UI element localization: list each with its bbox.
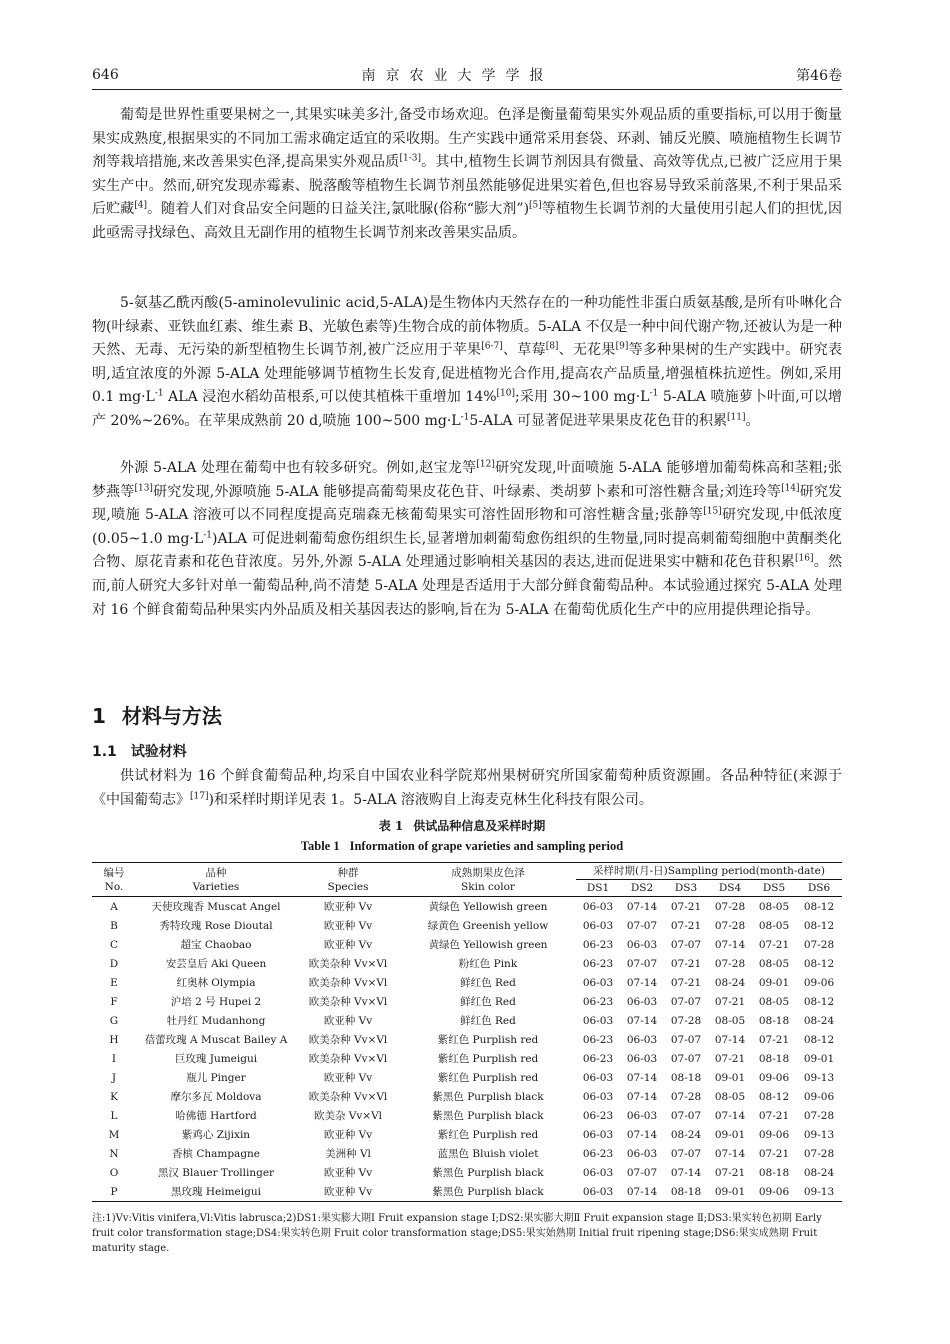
cell-species: 欧亚种 Vv <box>323 1014 373 1027</box>
cell-skin: 黄绿色 Yellowish green <box>428 900 548 913</box>
table-row <box>92 897 842 917</box>
section-number: 1 <box>92 704 106 728</box>
cell-no: F <box>110 995 118 1008</box>
citation: [4] <box>134 200 147 211</box>
text-run: 。 <box>745 412 760 429</box>
cell-ds1: 06-23 <box>582 1033 614 1046</box>
col-header-ds5: DS5 <box>752 880 796 897</box>
col-header-ds3: DS3 <box>664 880 708 897</box>
journal-title: 南京农业大学学报 <box>361 68 554 84</box>
cell-species: 欧亚种 Vv <box>323 919 373 932</box>
cell-variety: 巨玫瑰 Jumeigui <box>174 1052 258 1065</box>
cell-ds1: 06-23 <box>582 938 614 951</box>
cell-skin: 紫黑色 Purplish black <box>432 1166 544 1179</box>
citation: [12] <box>476 459 495 470</box>
cell-ds4: 08-05 <box>714 1090 746 1103</box>
col-header-skin: 成熟期果皮色泽 Skin color <box>400 863 576 897</box>
col-header-species: 种群 Species <box>296 863 400 897</box>
cell-species: 欧亚种 Vv <box>323 1166 373 1179</box>
cell-ds5: 08-05 <box>758 919 790 932</box>
cell-ds1: 06-03 <box>582 919 614 932</box>
cell-variety: 秀特玫瑰 Rose Dioutal <box>159 919 273 932</box>
cell-skin: 紫黑色 Purplish black <box>400 1182 576 1202</box>
cell-ds3: 07-07 <box>670 938 702 951</box>
text-run: )ALA 可促进刺葡萄愈伤组织生长,显著增加刺葡萄愈伤组织的生物量,同时提高刺葡萄细胞中黄酮类化合物、原花青素和花色苷浓度。另外,外源 5-ALA 处理通过影响相关基因的表达,进而促进果实中糖和花色苷积累 <box>92 530 842 571</box>
cell-variety: 超宝 Chaobao <box>180 938 252 951</box>
cell-no: N <box>109 1147 119 1160</box>
cell-ds4: 09-01 <box>714 1128 746 1141</box>
cell-ds1: 06-03 <box>576 1182 620 1202</box>
cell-species: 欧亚种 Vv <box>323 900 373 913</box>
citation: [15] <box>703 506 722 517</box>
cell-variety: 安芸皇后 Aki Queen <box>165 957 267 970</box>
cell-variety: 天使玫瑰香 Muscat Angel <box>151 900 281 913</box>
cell-skin: 紫红色 Purplish red <box>437 1071 539 1084</box>
intro-paragraph-3 <box>92 457 842 622</box>
cell-ds4: 07-14 <box>714 1147 746 1160</box>
unit-exponent: -1 <box>460 412 470 423</box>
cell-species: 欧美杂种 Vv×Vl <box>308 1090 388 1103</box>
cell-ds5: 07-21 <box>758 1109 790 1122</box>
table-row <box>92 1049 842 1068</box>
table-caption-cn <box>92 817 842 834</box>
table-label: Table 1 <box>300 839 340 853</box>
cell-ds2: 07-07 <box>626 1166 658 1179</box>
cell-ds3: 07-07 <box>670 1109 702 1122</box>
subsection-heading <box>92 741 187 761</box>
cell-ds1: 06-03 <box>582 1071 614 1084</box>
text-run: 5-ALA 喷施萝卜叶面,可以增产 20%~26%。在苹果成熟前 20 d,喷施 100~500 mg·L <box>92 389 843 429</box>
table-row <box>92 1087 842 1106</box>
subsection-title: 试验材料 <box>130 744 187 760</box>
cell-ds6: 09-13 <box>803 1071 835 1084</box>
table-title: Information of grape varieties and sampling period <box>349 839 624 853</box>
cell-ds3: 07-21 <box>670 919 702 932</box>
text-run: 。其中,植物生长调节剂因具有微量、高效等优点,已被广泛应用于果实生产中。然而,研究发现赤霉素、脱落酸等植物生长调节剂虽然能够促进果实着色,但也容易导致采前落果,不利于果品采后贮藏 <box>92 154 842 218</box>
cell-ds4: 09-01 <box>708 1182 752 1202</box>
table-row <box>92 1106 842 1125</box>
cell-ds6: 07-28 <box>803 938 835 951</box>
cell-ds4: 07-14 <box>714 1033 746 1046</box>
unit-exponent: -1 <box>649 388 659 399</box>
cell-ds4: 07-28 <box>714 957 746 970</box>
cell-ds3: 07-28 <box>670 1014 702 1027</box>
cell-ds6: 07-28 <box>803 1109 835 1122</box>
cell-ds5: 07-21 <box>758 1033 790 1046</box>
text-run: )和采样时期详见表 1。5-ALA 溶液购自上海麦克林生化科技有限公司。 <box>208 791 653 808</box>
cell-ds5: 08-18 <box>758 1052 790 1065</box>
text-run: 外源 5-ALA 处理在葡萄中也有较多研究。例如,赵宝龙等 <box>120 460 477 476</box>
cell-ds6: 09-06 <box>803 976 835 989</box>
cell-ds3: 07-07 <box>670 1147 702 1160</box>
cell-ds3: 07-07 <box>670 995 702 1008</box>
text-run: 5-氨基乙酰丙酸(5-aminolevulinic acid,5-ALA)是生物体内天然存在的一种功能性非蛋白质氨基酸,是所有卟啉化合物(叶绿素、亚铁血红素、维生素 B、光敏色素等)生物合成的前体物质。5-ALA 不仅是一种中间代谢产物,还被认为是一种天然、无毒、无污染的新型植物生长调节剂,被广泛应用于苹果 <box>92 295 842 359</box>
cell-ds6: 08-24 <box>803 1014 835 1027</box>
cell-ds5: 08-12 <box>758 1090 790 1103</box>
cell-ds4: 07-14 <box>714 1109 746 1122</box>
cell-ds3: 08-18 <box>670 1071 702 1084</box>
cell-ds6: 07-28 <box>803 1147 835 1160</box>
cell-skin: 蓝黑色 Bluish violet <box>437 1147 539 1160</box>
citation: [14] <box>781 482 800 493</box>
cell-skin: 粉红色 Pink <box>458 957 518 970</box>
col-header-no: 编号 No. <box>92 863 136 897</box>
subsection-number: 1.1 <box>92 744 117 760</box>
cell-species: 欧亚种 Vv <box>323 938 373 951</box>
text-run: 等多种果树的生产实践中。研究表明,适宜浓度的外源 5-ALA 处理能够调节植物生长发育,促进植物光合作用,提高农产品质量,增强植株抗逆性。例如,采用 0.1 mg·L <box>92 342 843 406</box>
text-run: 。然而,前人研究大多针对单一葡萄品种,尚不清楚 5-ALA 处理是否适用于大部分鲜食葡萄品种。本试验通过探究 5-ALA 处理对 16 个鲜食葡萄品种果实内外品质及相关基因表达的影响,旨在为 5-ALA 在葡萄优质化生产中的应用提供理论指导。 <box>92 554 842 618</box>
cell-variety: 瓶儿 Pinger <box>186 1071 246 1084</box>
cell-ds1: 06-03 <box>582 976 614 989</box>
citation: [13] <box>134 482 153 493</box>
cell-ds2: 07-14 <box>626 1071 658 1084</box>
cell-ds3: 07-07 <box>670 1033 702 1046</box>
cell-variety: 香槟 Champagne <box>171 1147 261 1160</box>
cell-ds5: 08-05 <box>758 900 790 913</box>
cell-species: 欧美杂种 Vv×Vl <box>308 1033 388 1046</box>
text-run: 、无花果 <box>558 342 616 359</box>
cell-ds1: 06-03 <box>582 1014 614 1027</box>
cell-variety: 沪培 2 号 Hupei 2 <box>170 995 262 1008</box>
intro-paragraph-1 <box>92 104 842 246</box>
cell-ds5: 07-21 <box>758 938 790 951</box>
section-heading <box>92 700 222 729</box>
table-row <box>92 1125 842 1144</box>
cell-ds2: 07-14 <box>626 1090 658 1103</box>
cell-skin: 黄绿色 Yellowish green <box>428 938 548 951</box>
cell-skin: 紫红色 Purplish red <box>437 1128 539 1141</box>
table-row <box>92 1011 842 1030</box>
cell-variety: 红奥林 Olympia <box>176 976 256 989</box>
cell-ds3: 07-14 <box>670 1166 702 1179</box>
text-run: 研究发现,中低浓度(0.05~1.0 mg·L <box>92 507 842 547</box>
cell-ds6: 09-13 <box>803 1128 835 1141</box>
cell-ds2: 07-14 <box>626 976 658 989</box>
cell-skin: 紫黑色 Purplish black <box>432 1090 544 1103</box>
cell-ds4: 09-01 <box>714 1071 746 1084</box>
cell-ds4: 07-21 <box>714 1052 746 1065</box>
table-row <box>92 1030 842 1049</box>
table-body <box>92 897 842 1202</box>
cell-skin: 绿黄色 Greenish yellow <box>427 919 549 932</box>
cell-ds1: 06-23 <box>582 1109 614 1122</box>
cell-ds1: 06-23 <box>582 1052 614 1065</box>
cell-variety: 牡丹红 Mudanhong <box>166 1014 266 1027</box>
text-run: 研究发现,外源喷施 5-ALA 能够提高葡萄果皮花色苷、叶绿素、类胡萝卜素和可溶性糖含量;刘连玲等 <box>152 483 782 500</box>
cell-skin: 鲜红色 Red <box>460 1014 516 1027</box>
col-header-ds1: DS1 <box>576 880 620 897</box>
cell-ds2: 07-14 <box>626 1014 658 1027</box>
cell-no: L <box>110 1109 118 1122</box>
cell-ds5: 08-18 <box>758 1166 790 1179</box>
cell-ds4: 07-28 <box>714 900 746 913</box>
citation: [8] <box>545 341 559 352</box>
materials-paragraph <box>92 765 842 812</box>
cell-ds1: 06-03 <box>582 1128 614 1141</box>
cell-ds3: 07-21 <box>670 900 702 913</box>
cell-ds1: 06-03 <box>582 1090 614 1103</box>
cell-ds5: 08-05 <box>758 995 790 1008</box>
cell-variety: 蓓蕾玫瑰 A Muscat Bailey A <box>144 1033 288 1046</box>
cell-no: C <box>109 938 119 951</box>
cell-no: K <box>110 1090 118 1103</box>
cell-no: I <box>111 1052 117 1065</box>
cell-ds4: 07-28 <box>714 919 746 932</box>
cell-no: A <box>110 900 118 913</box>
page-number: 646 <box>92 67 119 83</box>
table-row <box>92 1163 842 1182</box>
col-header-variety: 品种 Varieties <box>136 863 296 897</box>
cell-skin: 紫红色 Purplish red <box>437 1052 539 1065</box>
text-run: 供试材料为 16 个鲜食葡萄品种,均采自中国农业科学院郑州果树研究所国家葡萄种质资源圃。各品种特征(来源于《中国葡萄志》 <box>92 768 842 808</box>
citation: [10] <box>496 388 516 399</box>
cell-ds4: 08-05 <box>714 1014 746 1027</box>
cell-variety: 黑汉 Blauer Trollinger <box>157 1166 275 1179</box>
cell-no: D <box>109 957 119 970</box>
col-header-ds6: DS6 <box>796 880 842 897</box>
citation: [5] <box>529 200 542 211</box>
intro-paragraph-2 <box>92 292 842 434</box>
cell-ds2: 06-03 <box>626 938 658 951</box>
text-run: 葡萄是世界性重要果树之一,其果实味美多汁,备受市场欢迎。色泽是衡量葡萄果实外观品质的重要指标,可以用于衡量果实成熟度,根据果实的不同加工需求确定适宜的采收期。生产实践中通常采用套袋、环剥、铺反光膜、喷施植物生长调节剂等栽培措施,来改善果实色泽,提高果实外观品质 <box>92 107 842 171</box>
cell-ds1: 06-23 <box>582 995 614 1008</box>
table-row <box>92 1182 842 1202</box>
citation: [9] <box>615 341 629 352</box>
cell-species: 欧美杂种 Vv×Vl <box>308 1052 388 1065</box>
citation: [6-7] <box>481 341 503 352</box>
volume-label: 第46卷 <box>796 68 842 84</box>
cell-no: J <box>111 1071 117 1084</box>
cell-ds3: 07-28 <box>670 1090 702 1103</box>
cell-ds2: 06-03 <box>626 1109 658 1122</box>
cell-no: P <box>92 1182 136 1202</box>
cell-ds6: 08-12 <box>803 1033 835 1046</box>
cell-ds6: 08-12 <box>803 900 835 913</box>
unit-exponent: -1 <box>154 388 164 399</box>
cell-ds5: 09-06 <box>758 1128 790 1141</box>
table-label: 表 1 <box>378 819 404 833</box>
cell-skin: 紫黑色 Purplish black <box>432 1109 544 1122</box>
cell-ds6: 09-01 <box>803 1052 835 1065</box>
cell-ds5: 09-06 <box>758 1071 790 1084</box>
cell-variety: 摩尔多瓦 Moldova <box>170 1090 262 1103</box>
cell-skin: 紫红色 Purplish red <box>437 1033 539 1046</box>
citation: [17] <box>190 790 209 801</box>
text-run: 、草莓 <box>502 342 546 359</box>
cell-ds4: 07-21 <box>714 995 746 1008</box>
cell-no: H <box>109 1033 119 1046</box>
text-run: 5-ALA 可显著促进苹果果皮花色苷的积累 <box>469 412 727 429</box>
cell-no: B <box>110 919 118 932</box>
col-header-sampling: 采样时期(月-日)Sampling period(month-date) <box>576 863 842 880</box>
text-run: 。随着人们对食品安全问题的日益关注,氯吡脲(俗称“膨大剂”) <box>147 201 530 218</box>
cell-ds1: 06-03 <box>582 900 614 913</box>
text-run: 等植物生长调节剂的大量使用引起人们的担忧,因此亟需寻找绿色、高效且无副作用的植物生长调节剂来改善果实品质。 <box>92 201 843 241</box>
col-header-ds2: DS2 <box>620 880 664 897</box>
cell-ds1: 06-23 <box>582 1147 614 1160</box>
page-header <box>92 64 842 86</box>
cell-ds2: 06-03 <box>626 1052 658 1065</box>
table-caption-en <box>92 839 842 854</box>
cell-ds3: 07-07 <box>670 1052 702 1065</box>
section-title: 材料与方法 <box>121 704 222 728</box>
table-row <box>92 935 842 954</box>
cell-species: 美洲种 Vl <box>325 1147 371 1160</box>
cell-ds5: 09-06 <box>752 1182 796 1202</box>
table-row <box>92 1068 842 1087</box>
cell-ds3: 07-21 <box>670 976 702 989</box>
cell-ds5: 07-21 <box>758 1147 790 1160</box>
cell-no: O <box>109 1166 119 1179</box>
cell-species: 欧美杂 Vv×Vl <box>313 1109 383 1122</box>
cell-ds5: 08-05 <box>758 957 790 970</box>
cell-variety: 黑玫瑰 Heimeigui <box>136 1182 296 1202</box>
text-run: ;采用 30~100 mg·L <box>515 389 650 406</box>
cell-ds6: 09-13 <box>796 1182 842 1202</box>
table-note: 注:1)Vv:Vitis vinifera,Vl:Vitis labrusca;2)DS1:果实膨大期Ⅰ Fruit expansion stage Ⅰ;DS2:果实膨大期Ⅱ Fruit expansion stage Ⅱ;DS3:果实转色初期 Early fruit color transformation stage;DS4:果实转色期 Fruit color transformation stage;DS5:果实始熟期 Initial fruit ripening stage;DS6:果实成熟期 Fruit maturity stage. <box>92 1213 822 1254</box>
cell-ds2: 06-03 <box>626 1147 658 1160</box>
cell-ds3: 07-21 <box>670 957 702 970</box>
cell-no: E <box>110 976 118 989</box>
cell-ds5: 09-01 <box>758 976 790 989</box>
cell-species: 欧美杂种 Vv×Vl <box>308 976 388 989</box>
cell-ds1: 06-03 <box>582 1166 614 1179</box>
citation: [1-3] <box>399 153 421 164</box>
cell-ds6: 08-12 <box>803 995 835 1008</box>
citation: [16] <box>795 553 814 564</box>
cell-ds2: 07-07 <box>626 919 658 932</box>
cell-ds2: 07-14 <box>620 1182 664 1202</box>
cell-ds6: 09-06 <box>803 1090 835 1103</box>
cell-ds4: 08-24 <box>714 976 746 989</box>
cell-ds1: 06-23 <box>582 957 614 970</box>
table-row <box>92 916 842 935</box>
table-1 <box>92 862 842 1202</box>
cell-variety: 哈佛德 Hartford <box>175 1109 257 1122</box>
cell-species: 欧美杂种 Vv×Vl <box>308 995 388 1008</box>
text-run: 研究发现,叶面喷施 5-ALA 能够增加葡萄株高和茎粗;张梦燕等 <box>92 460 842 500</box>
unit-exponent: -1 <box>203 530 213 541</box>
text-run: 研究发现,喷施 5-ALA 溶液可以不同程度提高克瑞森无核葡萄果实可溶性固形物和可溶性糖含量;张静等 <box>92 483 843 524</box>
table-row <box>92 1144 842 1163</box>
cell-species: 欧美杂种 Vv×Vl <box>308 957 388 970</box>
cell-ds6: 08-12 <box>803 919 835 932</box>
table-row <box>92 992 842 1011</box>
cell-species: 欧亚种 Vv <box>323 1128 373 1141</box>
cell-ds3: 08-18 <box>664 1182 708 1202</box>
cell-ds2: 07-14 <box>626 900 658 913</box>
cell-skin: 鲜红色 Red <box>460 976 516 989</box>
cell-ds2: 07-14 <box>626 1128 658 1141</box>
cell-ds4: 07-14 <box>714 938 746 951</box>
table-row <box>92 973 842 992</box>
cell-species: 欧亚种 Vv <box>323 1071 373 1084</box>
cell-ds3: 08-24 <box>670 1128 702 1141</box>
cell-ds5: 08-18 <box>758 1014 790 1027</box>
table-title: 供试品种信息及采样时期 <box>413 819 546 833</box>
cell-ds2: 07-07 <box>626 957 658 970</box>
cell-no: M <box>108 1128 120 1141</box>
cell-species: 欧亚种 Vv <box>296 1182 400 1202</box>
cell-ds4: 07-21 <box>714 1166 746 1179</box>
cell-ds6: 08-24 <box>803 1166 835 1179</box>
cell-variety: 紫鸡心 Zijixin <box>181 1128 251 1141</box>
col-header-ds4: DS4 <box>708 880 752 897</box>
header-rule <box>92 89 842 90</box>
cell-skin: 鲜红色 Red <box>460 995 516 1008</box>
citation: [11] <box>727 412 746 423</box>
text-run: ALA 浸泡水稻幼苗根系,可以使其植株干重增加 14% <box>163 389 497 406</box>
cell-ds6: 08-12 <box>803 957 835 970</box>
cell-ds2: 06-03 <box>626 995 658 1008</box>
table-row <box>92 954 842 973</box>
cell-ds2: 06-03 <box>626 1033 658 1046</box>
cell-no: G <box>109 1014 119 1027</box>
